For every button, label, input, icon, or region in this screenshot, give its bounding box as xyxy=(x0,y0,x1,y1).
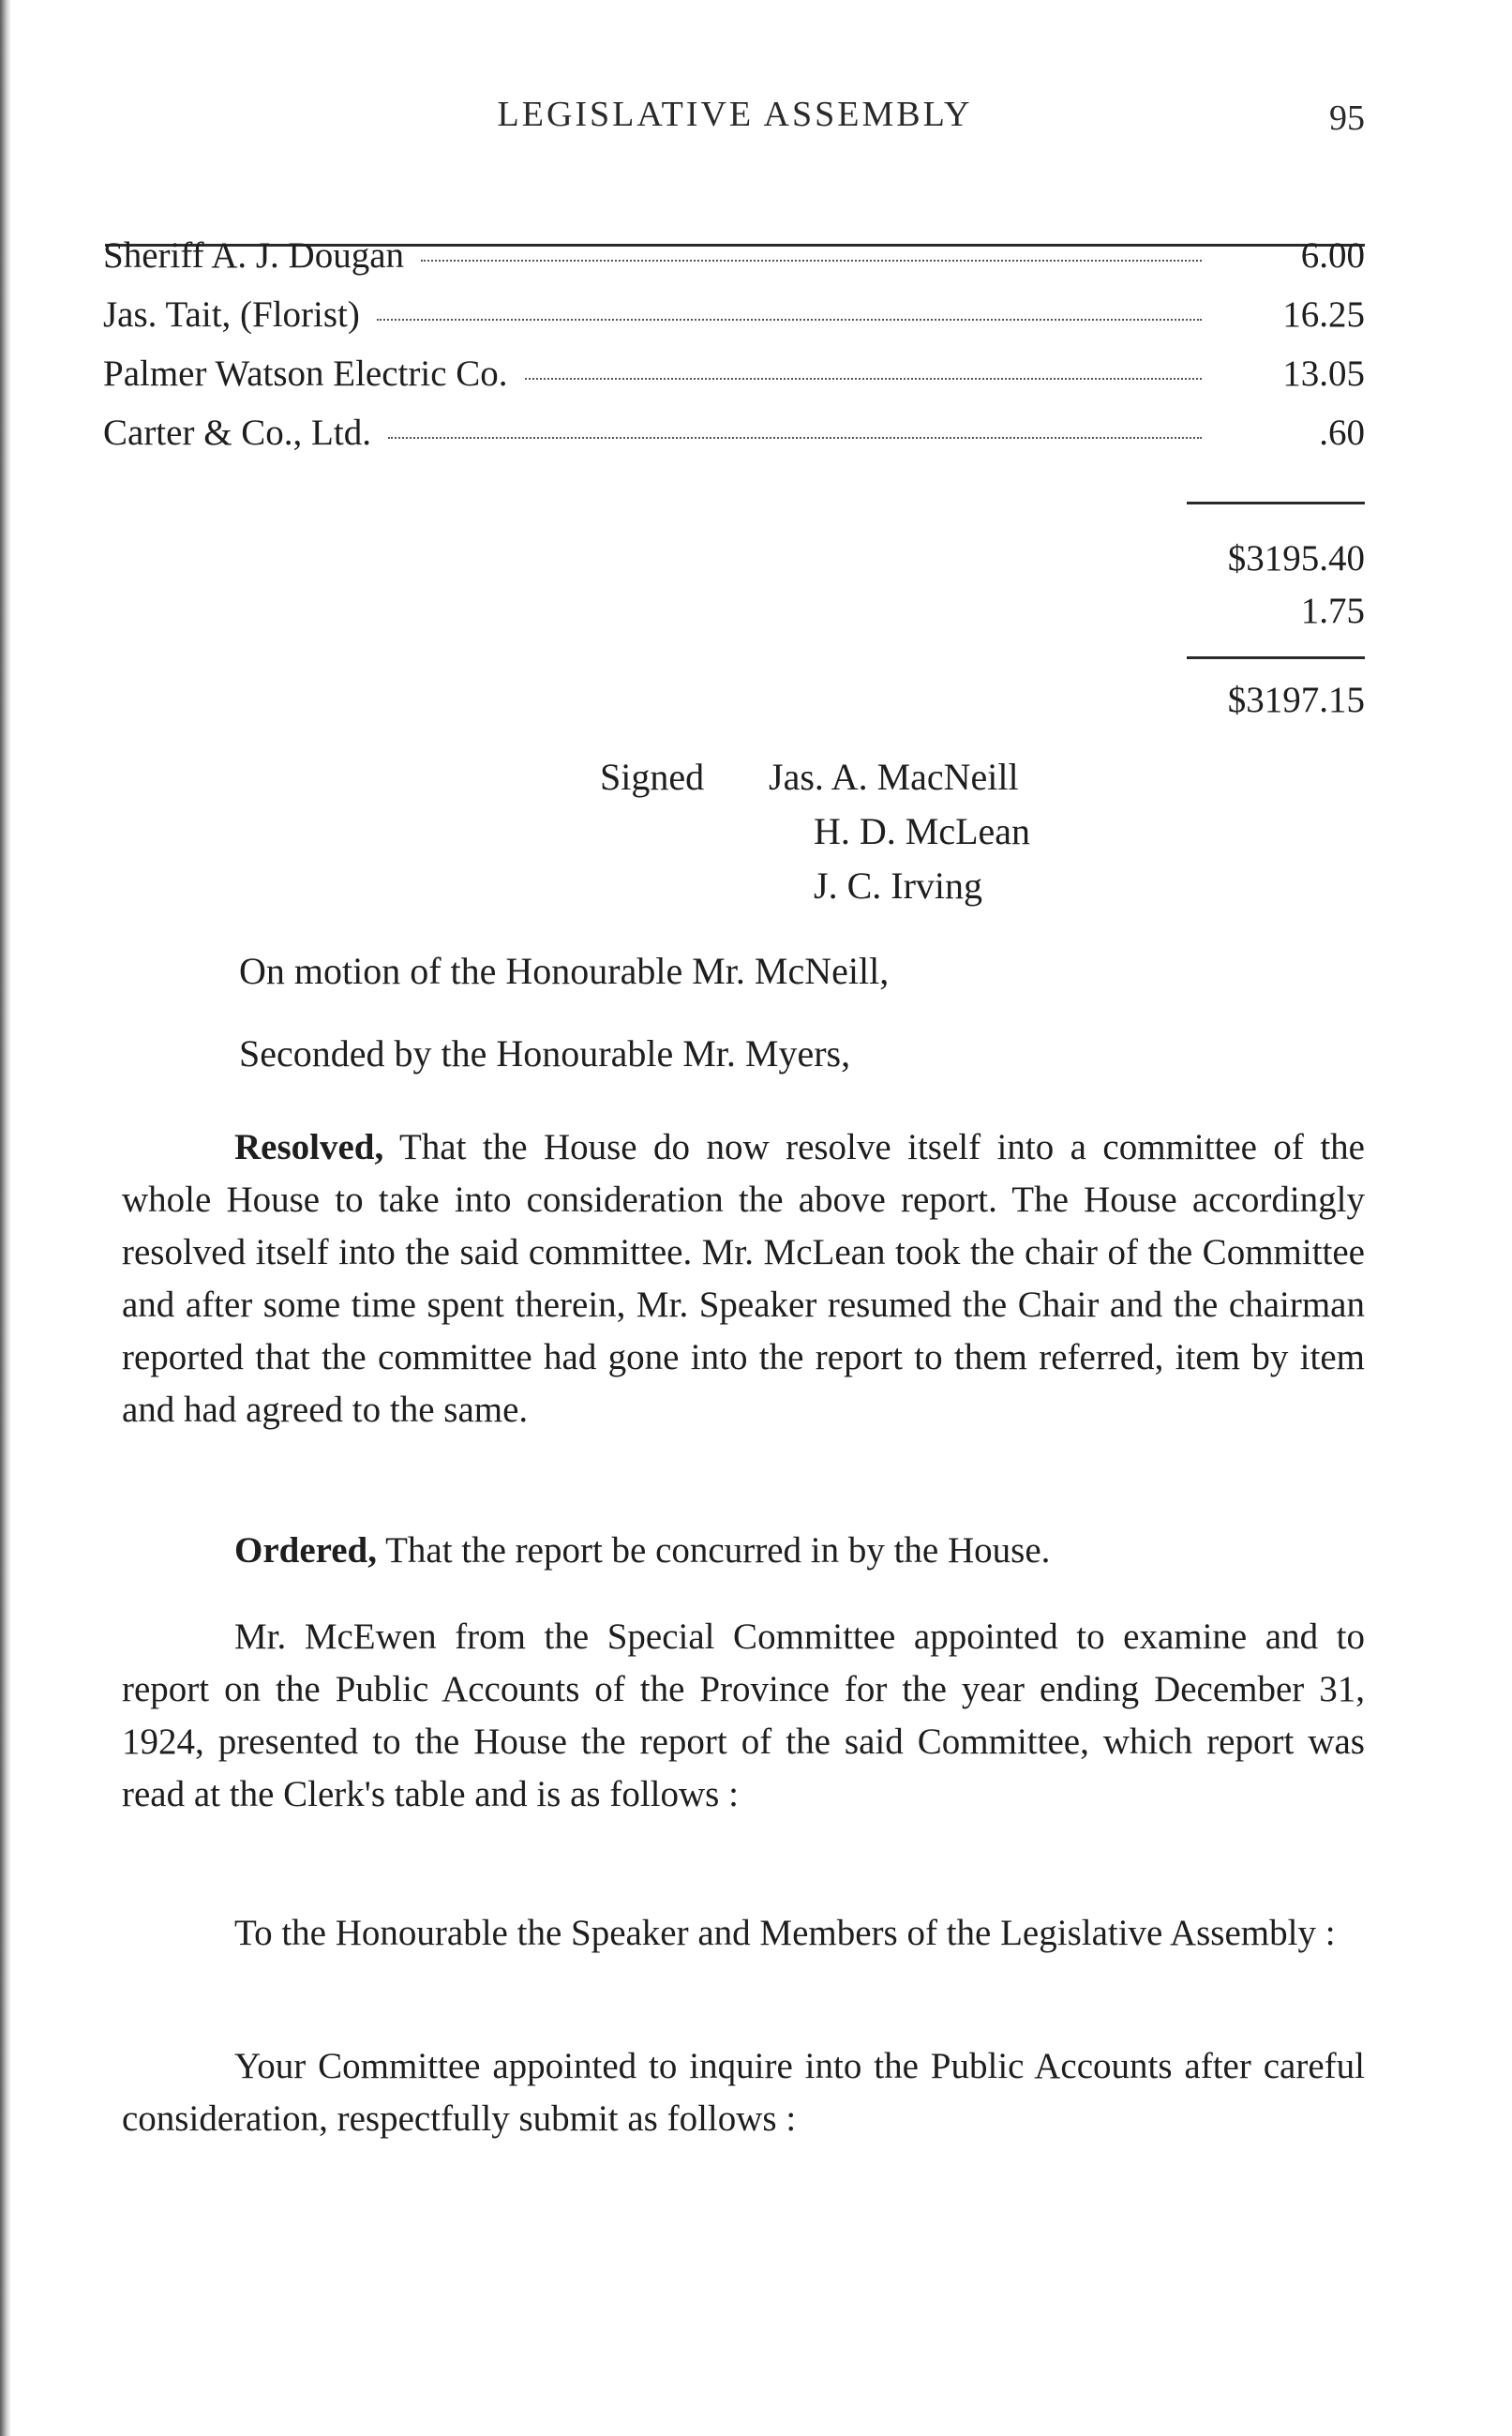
ledger-totals xyxy=(1172,502,1365,727)
payee-amount: .60 xyxy=(1319,413,1365,453)
signature-block xyxy=(600,750,1030,913)
resolved-keyword: Resolved, xyxy=(234,1127,384,1167)
dot-leader xyxy=(377,319,1202,321)
resolution-text: That the House do now resolve itself into a committee of the whole House to take into consideration the above report. The House accordingly resolved itself into the said committee. Mr. McLean took the chair of the Committee and after some time spent therein, Mr. Speaker resumed the Chair and the chairman reported that the committee had gone into the report to them referred, item by item and had agreed to the same. xyxy=(122,1127,1365,1430)
address-paragraph: To the Honourable the Speaker and Members of the Legislative Assembly : xyxy=(234,1913,1336,1953)
payee-amount: 16.25 xyxy=(1282,294,1365,335)
ledger-row xyxy=(103,412,1365,471)
payee-amount: 6.00 xyxy=(1300,235,1365,276)
ledger-row xyxy=(103,353,1365,412)
payee-name: Jas. Tait, (Florist) xyxy=(103,294,360,335)
dot-leader xyxy=(525,378,1202,380)
payee-name: Palmer Watson Electric Co. xyxy=(103,353,508,394)
grand-total-amount: $3197.15 xyxy=(1227,680,1365,720)
page-number: 95 xyxy=(1329,98,1365,138)
order-paragraph xyxy=(122,1525,1365,1577)
signatory-name: Jas. A. MacNeill xyxy=(769,756,1019,798)
ordered-keyword: Ordered, xyxy=(234,1530,378,1571)
committee-statement-paragraph: Your Committee appointed to inquire into the Public Accounts after careful consideration, respectfully submit as follows : xyxy=(122,2046,1365,2139)
signatory-name: J. C. Irving xyxy=(814,865,982,907)
dot-leader xyxy=(388,437,1202,439)
motion-seconded: Seconded by the Honourable Mr. Myers, xyxy=(239,1032,851,1075)
signed-label: Signed xyxy=(600,756,705,798)
addition-amount: 1.75 xyxy=(1300,591,1365,631)
signatory-name: H. D. McLean xyxy=(814,810,1031,852)
page-gutter-shadow xyxy=(0,0,11,2436)
payee-name: Carter & Co., Ltd. xyxy=(103,413,371,453)
ledger-row xyxy=(103,234,1365,293)
page-header xyxy=(105,94,1365,159)
motion-moved: On motion of the Honourable Mr. McNeill, xyxy=(239,950,890,992)
subtotal-amount: $3195.40 xyxy=(1227,538,1365,579)
expense-ledger xyxy=(103,234,1365,471)
running-head: LEGISLATIVE ASSEMBLY xyxy=(497,95,973,134)
report-intro-paragraph: Mr. McEwen from the Special Committee appointed to examine and to report on the Public Accounts of the Province for the year ending December 31, 1924, presented to the House the report of the said Committee, which report was read at the Clerk's table and is as follows : xyxy=(122,1616,1365,1814)
dot-leader xyxy=(421,260,1202,262)
ledger-row xyxy=(103,293,1365,353)
order-text: That the report be concurred in by the House. xyxy=(385,1530,1051,1571)
payee-name: Sheriff A. J. Dougan xyxy=(103,235,405,276)
resolution-paragraph xyxy=(122,1121,1365,1436)
payee-amount: 13.05 xyxy=(1282,353,1365,394)
